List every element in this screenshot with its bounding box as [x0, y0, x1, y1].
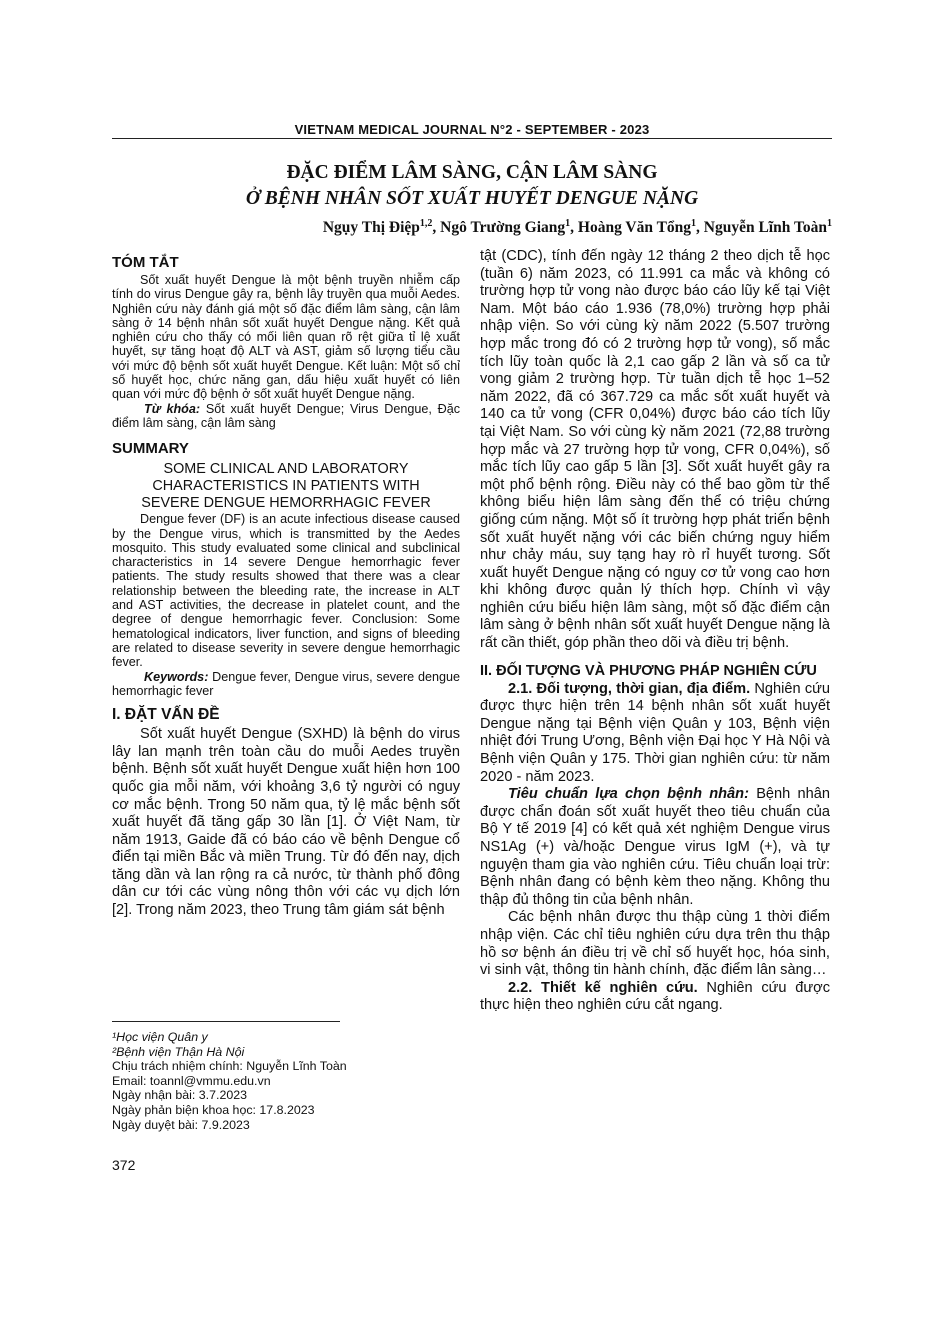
article-title [112, 160, 832, 212]
journal-header: VIETNAM MEDICAL JOURNAL N°2 - SEPTEMBER - 2023 [294, 122, 650, 137]
section-1-text: Sốt xuất huyết Dengue (SXHD) là bệnh do virus lây lan mạnh trên toàn cầu do muỗi Aedes truyền bệnh. Bệnh sốt xuất huyết Dengue xuất hiện hơn 100 quốc gia mỗi năm, với khoảng 3,6 tỷ người có nguy cơ mắc bệnh. Trong 50 năm qua, tỷ lệ mắc bệnh sốt xuất huyết đã tăng gấp 30 lần [1]. Ở Việt Nam, từ năm 1913, Gaide đã có báo cáo về bệnh Dengue cổ điển tại miền Bắc và miền Trung. Từ đó đến nay, dịch tăng dần và lan rộng ra cả nước, từ thành phố đông dân cư tới các vùng nông thôn với các vụ dịch lớn [2]. Trong năm 2023, theo Trung tâm giám sát bệnh [112, 726, 460, 919]
header-divider [112, 138, 832, 139]
footnotes [112, 1030, 452, 1132]
author-1: Ngụy Thị Điệp$^{1,2}$ [322, 218, 433, 237]
section-1-continued: tật (CDC), tính đến ngày 12 tháng 2 theo dịch tễ học (tuần 6) năm 2023, có 11.991 ca mắc và không có trường hợp tử vong nào được báo cáo lũy kế tại Việt Nam. Một báo cáo 1.936 (78,0%) trường hợp phải nhập viện. So với cùng kỳ năm 2022 (5.507 trường hợp mắc trong đó có 2 trường hợp tử vong), số mắc tích lũy toàn quốc là 2,1 cao gấp 2 lần và số ca tử vong giảm 2 trường hợp. Từ tuần dịch tễ học 1–52 năm 2022, đã có 367.729 ca mắc sốt xuất huyết và 140 ca tử vong (CFR 0,04%) được báo cáo tích lũy tại Việt Nam. So với cùng kỳ năm 2021 (72,88 trường hợp mắc và 27 trường hợp tử vong, CFR 0,04%), số mắc tích lũy cao gấp 5 lần [3]. Sốt xuất huyết gây ra một phổ bệnh rộng. Điều này có thể bao gồm từ thể không biểu hiện lâm sàng đến thể có triệu chứng giống cúm nặng. Một số ít trường hợp phát triển bệnh sốt xuất huyết nặng với các biến chứng nguy hiểm như chảy máu, suy tạng hay rò rỉ huyết tương. Sốt xuất huyết Dengue nặng có nguy cơ tử vong cao hơn khi không được quản lý thích hợp. Chính vì vậy nghiên cứu biểu hiện lâm sàng, một số đặc điểm cận lâm sàng ở bệnh nhân sốt xuất huyết Dengue nặng là rất cần thiết, góp phần theo dõi và điều trị bệnh. [480, 248, 830, 652]
subsection-2-2: 2.2. Thiết kế nghiên cứu. Nghiên cứu được thực hiện theo nghiên cứu cắt ngang. [480, 979, 830, 1014]
abstract-vi-keywords: Từ khóa: Sốt xuất huyết Dengue; Virus Dengue, Đặc điểm lâm sàng, cận lâm sàng [112, 401, 460, 430]
author-4: Nguyễn Lĩnh Toàn$^1$ [703, 218, 832, 237]
subsection-2-1: 2.1. Đối tượng, thời gian, địa điểm. Nghiên cứu được thực hiện trên 14 bệnh nhân sốt xuất huyết Dengue nặng tại Bệnh viện Quân y 103, Bệnh viện nhiệt đới Trung Ương, Bệnh viện Đại học Y Hà Nội và Bệnh viện Quân y 175. Thời gian nghiên cứu: từ năm 2020 - năm 2023. [480, 680, 830, 785]
page-number: 372 [112, 1157, 136, 1173]
author-list: Ngụy Thị Điệp$^{1,2}$, Ngô Trường Giang$^1$, Hoàng Văn Tổng$^1$, Nguyễn Lĩnh Toàn$^1$ [322, 218, 832, 237]
title-line-2: Ở BỆNH NHÂN SỐT XUẤT HUYẾT DENGUE NẶNG [245, 188, 699, 209]
section-1-heading: I. ĐẶT VẤN ĐỀ [112, 706, 220, 724]
affiliation-1: ¹Học viện Quân y [112, 1030, 208, 1044]
abstract-en-heading: SUMMARY [112, 440, 189, 458]
abstract-vi-text: Sốt xuất huyết Dengue là một bệnh truyền nhiễm cấp tính do virus Dengue gây ra, bệnh lây truyền qua muỗi Aedes. Nghiên cứu này đánh giá một số đặc điểm lâm sàng, cận lâm sàng ở 14 bệnh nhân sốt xuất huyết Dengue nặng. Kết quả nghiên cứu cho thấy có mối liên quan rõ rệt giữa tỉ lệ xuất huyết, sự tăng hoạt độ ALT và AST, giảm số lượng tiểu cầu với mức độ bệnh sốt xuất huyết Dengue. Kết luận: Một số chỉ số huyết học, chức năng gan, dấu hiệu xuất huyết có liên quan với mức độ bệnh ở sốt xuất huyết Dengue nặng. [112, 273, 460, 402]
author-3: Hoàng Văn Tổng$^1$ [577, 218, 697, 237]
affiliation-2: ²Bệnh viện Thận Hà Nội [112, 1044, 245, 1059]
author-2: Ngô Trường Giang$^1$ [440, 218, 571, 237]
left-column [112, 248, 460, 920]
data-collection: Các bệnh nhân được thu thập cùng 1 thời điểm nhập viện. Các chỉ tiêu nghiên cứu dựa trên thu thập hồ sơ bệnh án điều trị về chỉ số huyết học, hóa sinh, vi sinh vật, thông tin hành chính, đặc điểm lân sàng… [480, 909, 830, 979]
abstract-en-title: SOME CLINICAL AND LABORATORY CHARACTERISTICS IN PATIENTS WITH SEVERE DENGUE HEMORRHAGIC FEVER [141, 461, 431, 512]
title-line-1: ĐẶC ĐIỂM LÂM SÀNG, CẬN LÂM SÀNG [286, 162, 658, 183]
abstract-vi-heading: TÓM TẮT [112, 254, 179, 271]
abstract-en-keywords: Keywords: Dengue fever, Dengue virus, severe dengue hemorrhagic fever [112, 669, 460, 698]
accepted-date: Ngày duyệt bài: 7.9.2023 [112, 1117, 250, 1132]
corresponding-author: Chịu trách nhiệm chính: Nguyễn Lĩnh Toàn [112, 1059, 347, 1074]
email: Email: toannl@vmmu.edu.vn [112, 1073, 271, 1088]
footnote-divider [112, 1021, 340, 1022]
inclusion-criteria: Tiêu chuẩn lựa chọn bệnh nhân: Bệnh nhân được chẩn đoán sốt xuất huyết theo tiêu chuẩn của Bộ Y tế 2019 [4] có kết quả xét nghiệm Dengue virus NS1Ag (+) và/hoặc Dengue virus IgM (+), và tự nguyện tham gia vào nghiên cứu. Tiêu chuẩn loại trừ: Bệnh nhân đang có bệnh kèm theo nặng. Không thu thập đủ thông tin của bệnh nhân. [480, 786, 830, 908]
section-2-heading: II. ĐỐI TƯỢNG VÀ PHƯƠNG PHÁP NGHIÊN CỨU [480, 662, 817, 679]
review-date: Ngày phản biện khoa học: 17.8.2023 [112, 1102, 315, 1117]
right-column [480, 248, 830, 1015]
abstract-en-text: Dengue fever (DF) is an acute infectious disease caused by the Dengue virus, which is transmitted by the Aedes mosquito. This study evaluated some clinical and subclinical characteristics in 14 severe Dengue hemorrhagic fever patients. The study results showed that there was a clear relationship between the bleeding rate, the increase in ALT and AST activities, the decrease in platelet count, and the degree of dengue hemorrhagic fever. Conclusion: Some hematological indicators, liver function, and signs of bleeding are related to disease severity in severe dengue hemorrhagic fever. [112, 512, 460, 670]
received-date: Ngày nhận bài: 3.7.2023 [112, 1088, 248, 1103]
